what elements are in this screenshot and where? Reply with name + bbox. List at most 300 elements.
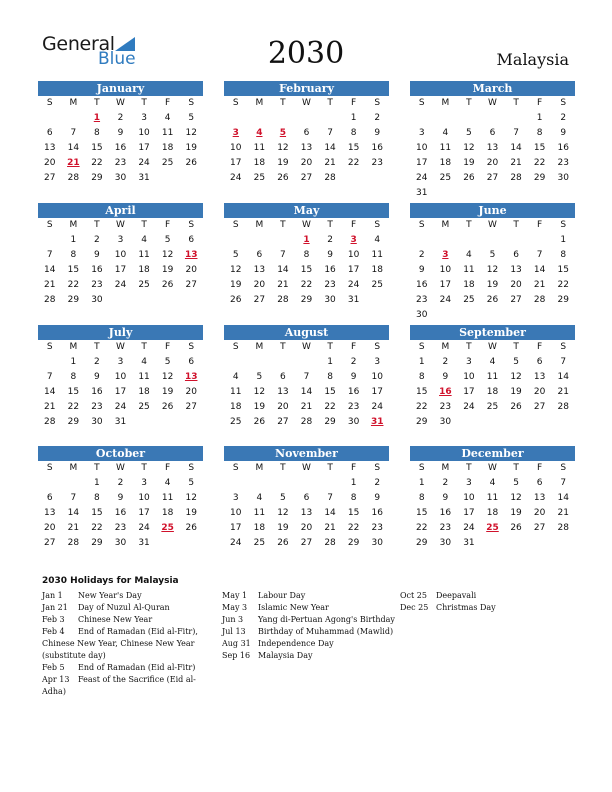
holiday-entry bbox=[42, 686, 217, 698]
day-cell: 28 bbox=[557, 523, 569, 533]
day-cell: 27 bbox=[300, 173, 313, 183]
weekday-label: F bbox=[537, 220, 543, 230]
day-cell: 26 bbox=[510, 523, 522, 533]
day-cell: 20 bbox=[300, 158, 313, 168]
day-cell: 19 bbox=[161, 387, 174, 397]
weekday-label: M bbox=[255, 342, 264, 352]
holiday-day-cell: 3 bbox=[232, 128, 239, 138]
day-cell: 6 bbox=[536, 357, 543, 367]
holiday-entry bbox=[222, 638, 397, 650]
day-cell: 21 bbox=[44, 280, 56, 290]
day-cell: 12 bbox=[510, 493, 522, 503]
empty-cell bbox=[248, 111, 272, 126]
day-cell: 2 bbox=[94, 235, 100, 245]
weekday-label: M bbox=[255, 463, 264, 473]
empty-cell bbox=[38, 233, 62, 248]
day-cell: 19 bbox=[463, 158, 475, 168]
day-cell: 22 bbox=[416, 402, 428, 412]
holiday-entry bbox=[42, 614, 217, 626]
weekday-label: F bbox=[351, 220, 357, 230]
empty-cell bbox=[224, 476, 248, 491]
day-cell: 13 bbox=[277, 387, 289, 397]
day-cell: 9 bbox=[117, 128, 124, 138]
day-cell: 5 bbox=[188, 113, 195, 123]
weekday-label: S bbox=[374, 342, 381, 352]
day-cell: 16 bbox=[91, 387, 103, 397]
day-cell: 6 bbox=[46, 493, 53, 503]
weekday-label: S bbox=[374, 98, 381, 108]
day-cell: 8 bbox=[303, 250, 310, 260]
day-cell: 1 bbox=[418, 357, 425, 367]
day-cell: 25 bbox=[253, 538, 266, 548]
day-cell: 15 bbox=[347, 143, 360, 153]
day-cell: 11 bbox=[439, 143, 452, 153]
day-cell: 18 bbox=[253, 158, 266, 168]
day-cell: 25 bbox=[161, 158, 174, 168]
day-cell: 22 bbox=[324, 402, 336, 412]
day-cell: 14 bbox=[510, 143, 522, 153]
month-january bbox=[38, 81, 203, 186]
day-cell: 24 bbox=[114, 280, 127, 290]
month-grid bbox=[38, 340, 203, 430]
day-cell: 18 bbox=[486, 387, 499, 397]
weekday-label: W bbox=[302, 220, 311, 230]
day-cell: 27 bbox=[486, 173, 499, 183]
empty-cell bbox=[295, 111, 319, 126]
day-cell: 19 bbox=[253, 402, 266, 412]
day-cell: 19 bbox=[510, 387, 522, 397]
day-cell: 9 bbox=[350, 372, 357, 382]
month-december bbox=[410, 446, 575, 551]
day-cell: 5 bbox=[280, 493, 286, 503]
day-cell: 24 bbox=[439, 295, 452, 305]
day-cell: 14 bbox=[557, 493, 569, 503]
day-cell: 18 bbox=[161, 508, 174, 518]
day-cell: 30 bbox=[114, 538, 127, 548]
day-cell: 25 bbox=[486, 402, 499, 412]
empty-cell bbox=[62, 111, 86, 126]
holiday-date: Jan 21 bbox=[42, 603, 68, 612]
weekday-label: S bbox=[418, 463, 425, 473]
weekday-label: S bbox=[232, 98, 239, 108]
day-cell: 16 bbox=[347, 387, 360, 397]
holiday-date: Jul 13 bbox=[222, 627, 246, 636]
day-cell: 15 bbox=[347, 508, 360, 518]
day-cell: 17 bbox=[463, 387, 475, 397]
weekday-label: T bbox=[94, 342, 100, 352]
day-cell: 11 bbox=[138, 250, 150, 260]
month-grid bbox=[224, 340, 389, 430]
day-cell: 27 bbox=[185, 402, 197, 412]
day-cell: 10 bbox=[439, 265, 452, 275]
day-cell: 4 bbox=[232, 372, 239, 382]
month-grid bbox=[38, 218, 203, 308]
holiday-entry bbox=[222, 650, 397, 662]
holiday-entry bbox=[42, 638, 217, 650]
weekday-label: S bbox=[188, 342, 195, 352]
day-cell: 7 bbox=[70, 128, 77, 138]
day-cell: 24 bbox=[347, 280, 360, 290]
day-cell: 20 bbox=[533, 508, 546, 518]
holiday-date: Aug 31 bbox=[222, 639, 251, 648]
day-cell: 28 bbox=[324, 538, 336, 548]
day-cell: 22 bbox=[347, 158, 360, 168]
holiday-date: Jun 3 bbox=[222, 615, 244, 624]
weekday-label: S bbox=[418, 342, 425, 352]
empty-cell bbox=[271, 233, 295, 248]
day-cell: 26 bbox=[486, 295, 499, 305]
day-cell: 31 bbox=[138, 173, 150, 183]
day-cell: 28 bbox=[277, 295, 289, 305]
weekday-label: F bbox=[165, 220, 171, 230]
day-cell: 22 bbox=[91, 523, 103, 533]
day-cell: 12 bbox=[486, 265, 499, 275]
day-cell: 23 bbox=[439, 402, 452, 412]
weekday-label: S bbox=[418, 98, 425, 108]
holiday-name: Islamic New Year bbox=[258, 603, 329, 612]
day-cell: 1 bbox=[418, 478, 425, 488]
month-grid bbox=[410, 96, 575, 201]
day-cell: 8 bbox=[418, 372, 425, 382]
day-cell: 14 bbox=[67, 508, 80, 518]
day-cell: 6 bbox=[256, 250, 263, 260]
day-cell: 15 bbox=[557, 265, 569, 275]
weekday-label: T bbox=[280, 342, 286, 352]
day-cell: 30 bbox=[371, 538, 383, 548]
day-cell: 21 bbox=[533, 280, 546, 290]
day-cell: 9 bbox=[94, 372, 100, 382]
day-cell: 17 bbox=[230, 158, 242, 168]
day-cell: 4 bbox=[141, 235, 147, 245]
weekday-label: M bbox=[69, 98, 78, 108]
day-cell: 12 bbox=[161, 372, 174, 382]
day-cell: 7 bbox=[536, 250, 543, 260]
empty-cell bbox=[62, 476, 86, 491]
day-cell: 30 bbox=[439, 538, 452, 548]
day-cell: 27 bbox=[277, 417, 289, 427]
day-cell: 26 bbox=[463, 173, 475, 183]
day-cell: 8 bbox=[536, 128, 543, 138]
day-cell: 20 bbox=[300, 523, 313, 533]
empty-cell bbox=[481, 233, 505, 248]
day-cell: 12 bbox=[463, 143, 475, 153]
day-cell: 23 bbox=[557, 158, 569, 168]
day-cell: 5 bbox=[513, 357, 519, 367]
holiday-entry bbox=[222, 590, 397, 602]
day-cell: 24 bbox=[138, 523, 150, 533]
weekday-label: T bbox=[141, 342, 147, 352]
day-cell: 5 bbox=[164, 235, 171, 245]
weekday-label: T bbox=[513, 463, 519, 473]
day-cell: 2 bbox=[560, 113, 567, 123]
day-cell: 15 bbox=[67, 387, 80, 397]
day-cell: 28 bbox=[300, 417, 313, 427]
empty-cell bbox=[410, 233, 434, 248]
day-cell: 9 bbox=[94, 250, 100, 260]
day-cell: 7 bbox=[70, 493, 77, 503]
empty-cell bbox=[248, 476, 272, 491]
day-cell: 29 bbox=[557, 295, 569, 305]
holiday-name: Christmas Day bbox=[436, 603, 496, 612]
day-cell: 9 bbox=[327, 250, 333, 260]
day-cell: 15 bbox=[533, 143, 546, 153]
day-cell: 1 bbox=[94, 478, 100, 488]
day-cell: 26 bbox=[230, 295, 242, 305]
day-cell: 20 bbox=[253, 280, 266, 290]
day-cell: 23 bbox=[91, 280, 103, 290]
weekday-label: M bbox=[441, 342, 450, 352]
empty-cell bbox=[457, 111, 481, 126]
day-cell: 20 bbox=[44, 523, 56, 533]
day-cell: 13 bbox=[533, 493, 546, 503]
weekday-label: F bbox=[351, 463, 357, 473]
holiday-date: Feb 4 bbox=[42, 627, 65, 636]
holiday-date: Dec 25 bbox=[400, 603, 429, 612]
day-cell: 24 bbox=[230, 538, 242, 548]
day-cell: 27 bbox=[300, 538, 313, 548]
day-cell: 28 bbox=[324, 173, 336, 183]
weekday-label: F bbox=[165, 463, 171, 473]
weekday-label: S bbox=[560, 463, 567, 473]
day-cell: 14 bbox=[557, 372, 569, 382]
month-header: April bbox=[38, 203, 203, 218]
day-cell: 3 bbox=[117, 235, 124, 245]
holiday-name: End of Ramadan (Eid al-Fitr) bbox=[78, 663, 196, 672]
day-cell: 25 bbox=[253, 173, 266, 183]
day-cell: 22 bbox=[300, 280, 313, 290]
empty-cell bbox=[318, 476, 342, 491]
weekday-label: T bbox=[280, 98, 286, 108]
holiday-day-cell: 16 bbox=[439, 387, 452, 397]
day-cell: 25 bbox=[138, 280, 150, 290]
day-cell: 31 bbox=[347, 295, 360, 305]
day-cell: 17 bbox=[114, 265, 127, 275]
month-grid bbox=[38, 461, 203, 551]
day-cell: 30 bbox=[324, 295, 336, 305]
weekday-label: M bbox=[441, 220, 450, 230]
holiday-date: Feb 5 bbox=[42, 663, 65, 672]
day-cell: 11 bbox=[161, 493, 174, 503]
empty-cell bbox=[434, 233, 458, 248]
holiday-date: Oct 25 bbox=[400, 591, 427, 600]
day-cell: 11 bbox=[486, 372, 499, 382]
holiday-name: (substitute day) bbox=[42, 651, 106, 660]
holiday-entry bbox=[400, 602, 570, 614]
day-cell: 13 bbox=[253, 265, 266, 275]
day-cell: 5 bbox=[188, 478, 195, 488]
day-cell: 16 bbox=[371, 143, 383, 153]
holiday-day-cell: 13 bbox=[184, 250, 198, 260]
weekday-label: T bbox=[141, 98, 147, 108]
day-cell: 2 bbox=[442, 357, 449, 367]
weekday-label: F bbox=[165, 98, 171, 108]
day-cell: 25 bbox=[371, 280, 383, 290]
day-cell: 19 bbox=[185, 143, 197, 153]
holiday-entry bbox=[42, 650, 217, 662]
day-cell: 23 bbox=[114, 523, 127, 533]
weekday-label: M bbox=[441, 463, 450, 473]
day-cell: 28 bbox=[533, 295, 546, 305]
day-cell: 2 bbox=[327, 235, 333, 245]
holiday-entry bbox=[42, 662, 217, 674]
holiday-day-cell: 1 bbox=[303, 235, 310, 245]
holiday-name: Labour Day bbox=[258, 591, 306, 600]
day-cell: 13 bbox=[300, 143, 313, 153]
day-cell: 8 bbox=[418, 493, 425, 503]
holidays-column bbox=[42, 590, 217, 698]
day-cell: 26 bbox=[277, 538, 289, 548]
day-cell: 18 bbox=[161, 143, 174, 153]
day-cell: 17 bbox=[371, 387, 383, 397]
day-cell: 7 bbox=[327, 493, 333, 503]
month-september bbox=[410, 325, 575, 430]
weekday-label: T bbox=[280, 463, 286, 473]
day-cell: 18 bbox=[439, 158, 452, 168]
holiday-entry bbox=[42, 674, 217, 686]
day-cell: 6 bbox=[489, 128, 496, 138]
day-cell: 7 bbox=[303, 372, 310, 382]
holiday-date: Apr 13 bbox=[42, 675, 70, 684]
day-cell: 14 bbox=[300, 387, 313, 397]
day-cell: 7 bbox=[46, 372, 53, 382]
day-cell: 6 bbox=[188, 235, 195, 245]
day-cell: 24 bbox=[371, 402, 383, 412]
holiday-entry bbox=[222, 626, 397, 638]
day-cell: 10 bbox=[230, 508, 242, 518]
day-cell: 14 bbox=[277, 265, 289, 275]
holiday-entry bbox=[400, 590, 570, 602]
month-grid bbox=[224, 218, 389, 308]
empty-cell bbox=[271, 111, 295, 126]
month-grid bbox=[410, 340, 575, 430]
day-cell: 5 bbox=[256, 372, 263, 382]
day-cell: 5 bbox=[513, 478, 519, 488]
day-cell: 19 bbox=[277, 158, 289, 168]
weekday-label: S bbox=[46, 98, 53, 108]
month-header: September bbox=[410, 325, 575, 340]
day-cell: 3 bbox=[117, 357, 124, 367]
day-cell: 28 bbox=[67, 173, 80, 183]
weekday-label: T bbox=[327, 463, 333, 473]
day-cell: 15 bbox=[67, 265, 80, 275]
empty-cell bbox=[481, 111, 505, 126]
day-cell: 11 bbox=[161, 128, 174, 138]
day-cell: 20 bbox=[533, 387, 546, 397]
day-cell: 13 bbox=[510, 265, 522, 275]
day-cell: 12 bbox=[277, 143, 289, 153]
day-cell: 18 bbox=[371, 265, 383, 275]
empty-cell bbox=[295, 476, 319, 491]
weekday-label: T bbox=[327, 98, 333, 108]
month-august bbox=[224, 325, 389, 430]
weekday-label: S bbox=[188, 98, 195, 108]
day-cell: 14 bbox=[44, 387, 56, 397]
weekday-label: W bbox=[302, 98, 311, 108]
day-cell: 22 bbox=[557, 280, 569, 290]
day-cell: 5 bbox=[164, 357, 171, 367]
day-cell: 23 bbox=[439, 523, 452, 533]
weekday-label: W bbox=[116, 463, 125, 473]
day-cell: 10 bbox=[416, 143, 428, 153]
day-cell: 19 bbox=[510, 508, 522, 518]
day-cell: 22 bbox=[416, 523, 428, 533]
day-cell: 11 bbox=[253, 508, 266, 518]
month-header: November bbox=[224, 446, 389, 461]
weekday-label: S bbox=[560, 98, 567, 108]
day-cell: 15 bbox=[300, 265, 313, 275]
day-cell: 11 bbox=[463, 265, 475, 275]
weekday-label: F bbox=[537, 463, 543, 473]
empty-cell bbox=[410, 111, 434, 126]
day-cell: 22 bbox=[533, 158, 546, 168]
day-cell: 26 bbox=[185, 523, 197, 533]
empty-cell bbox=[434, 111, 458, 126]
day-cell: 6 bbox=[303, 128, 310, 138]
day-cell: 23 bbox=[347, 402, 360, 412]
month-header: December bbox=[410, 446, 575, 461]
day-cell: 17 bbox=[416, 158, 428, 168]
day-cell: 8 bbox=[94, 128, 100, 138]
day-cell: 26 bbox=[161, 402, 174, 412]
day-cell: 26 bbox=[161, 280, 174, 290]
weekday-label: T bbox=[466, 98, 472, 108]
weekday-label: S bbox=[46, 220, 53, 230]
day-cell: 28 bbox=[67, 538, 80, 548]
day-cell: 11 bbox=[486, 493, 499, 503]
day-cell: 13 bbox=[300, 508, 313, 518]
day-cell: 13 bbox=[44, 508, 56, 518]
day-cell: 12 bbox=[230, 265, 242, 275]
day-cell: 3 bbox=[374, 357, 381, 367]
holiday-name: Adha) bbox=[42, 687, 66, 696]
day-cell: 4 bbox=[442, 128, 449, 138]
day-cell: 26 bbox=[510, 402, 522, 412]
weekday-label: T bbox=[466, 463, 472, 473]
day-cell: 29 bbox=[347, 538, 360, 548]
month-march bbox=[410, 81, 575, 201]
month-grid bbox=[410, 218, 575, 323]
day-cell: 30 bbox=[91, 417, 103, 427]
day-cell: 2 bbox=[117, 478, 124, 488]
month-grid bbox=[38, 96, 203, 186]
day-cell: 11 bbox=[371, 250, 383, 260]
day-cell: 10 bbox=[114, 250, 127, 260]
weekday-label: S bbox=[374, 220, 381, 230]
day-cell: 26 bbox=[185, 158, 197, 168]
day-cell: 24 bbox=[416, 173, 428, 183]
day-cell: 4 bbox=[374, 235, 381, 245]
holiday-name: Day of Nuzul Al-Quran bbox=[78, 603, 170, 612]
day-cell: 7 bbox=[280, 250, 286, 260]
day-cell: 13 bbox=[486, 143, 499, 153]
weekday-label: M bbox=[441, 98, 450, 108]
day-cell: 2 bbox=[350, 357, 357, 367]
day-cell: 10 bbox=[463, 493, 475, 503]
day-cell: 31 bbox=[138, 538, 150, 548]
weekday-label: M bbox=[255, 220, 264, 230]
empty-cell bbox=[504, 111, 528, 126]
day-cell: 2 bbox=[442, 478, 449, 488]
holiday-name: End of Ramadan (Eid al-Fitr), bbox=[78, 627, 198, 636]
day-cell: 19 bbox=[486, 280, 499, 290]
day-cell: 15 bbox=[416, 387, 428, 397]
day-cell: 10 bbox=[371, 372, 383, 382]
day-cell: 18 bbox=[230, 402, 242, 412]
day-cell: 9 bbox=[418, 265, 425, 275]
holiday-date: Jan 1 bbox=[42, 591, 63, 600]
day-cell: 18 bbox=[138, 387, 150, 397]
day-cell: 6 bbox=[280, 372, 286, 382]
